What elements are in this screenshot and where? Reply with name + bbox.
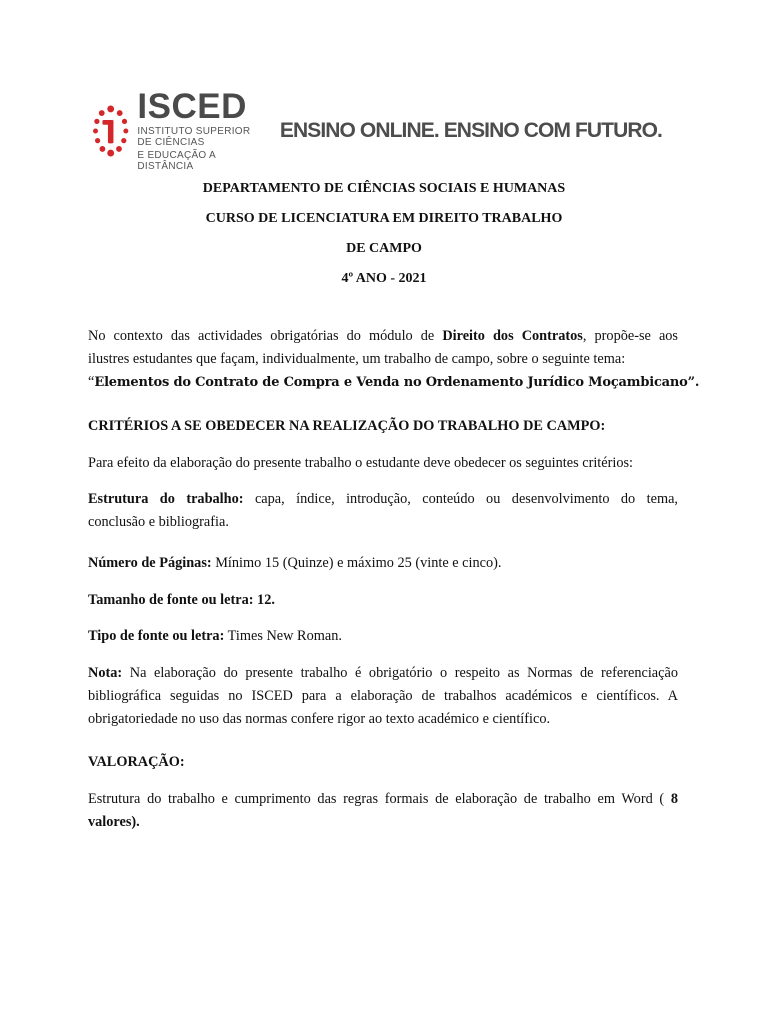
intro-line-2: ilustres estudantes que façam, individualmente, um trabalho de campo, sobre o seguinte tema: xyxy=(88,351,626,367)
font-size-item: Tamanho de fonte ou letra: 12. xyxy=(88,592,275,608)
logo-subtitle-1: INSTITUTO SUPERIOR DE CIÊNCIAS xyxy=(137,126,251,148)
module-name: Direito dos Contratos xyxy=(442,328,583,344)
font-type-item xyxy=(88,628,678,645)
note-line-3: obrigatoriedade no uso das normas confere rigor ao texto académico e científico. xyxy=(88,711,551,727)
note-line-2: bibliográfica seguidas no ISCED para a elaboração de trabalhos académicos e científicos. A xyxy=(88,688,678,704)
intro-paragraph xyxy=(88,328,700,391)
valuation-item xyxy=(88,791,678,831)
pages-item xyxy=(88,555,678,572)
structure-item xyxy=(88,491,678,531)
theme-title: Elementos do Contrato de Compra e Venda no Ordenamento Jurídico Moçambicano”. xyxy=(94,375,700,390)
logo-text xyxy=(137,87,263,172)
course-title: CURSO DE LICENCIATURA EM DIREITO TRABALHO xyxy=(205,211,563,226)
intro-line-1 xyxy=(88,328,678,345)
note-line-1 xyxy=(88,665,678,682)
structure-line-2: conclusão e bibliografia. xyxy=(88,514,229,530)
structure-label: Estrutura do trabalho: xyxy=(88,491,244,507)
note-text-1: Na elaboração do presente trabalho é obrigatório o respeito as Normas de referenciação xyxy=(122,665,678,681)
structure-text: capa, índice, introdução, conteúdo ou desenvolvimento do tema, xyxy=(243,491,678,507)
theme-line xyxy=(88,374,700,391)
header-banner xyxy=(86,87,662,172)
slogan: ENSINO ONLINE. ENSINO COM FUTURO. xyxy=(279,119,662,142)
pages-label: Número de Páginas: xyxy=(88,555,212,571)
logo-name: ISCED xyxy=(137,87,247,126)
year-title: 4º ANO - 2021 xyxy=(341,271,427,286)
valuation-heading: VALORAÇÃO: xyxy=(88,754,185,770)
department-title: DEPARTAMENTO DE CIÊNCIAS SOCIAIS E HUMANAS xyxy=(202,181,566,196)
intro-text: No contexto das actividades obrigatórias do módulo de xyxy=(88,328,443,344)
criteria-heading: CRITÉRIOS A SE OBEDECER NA REALIZAÇÃO DO TRABALHO DE CAMPO: xyxy=(88,418,606,434)
intro-text-end: , propõe-se aos xyxy=(582,328,678,344)
note-label: Nota: xyxy=(88,665,123,681)
work-type: DE CAMPO xyxy=(346,241,422,256)
theme-quote: “ xyxy=(88,374,95,390)
pages-text: Mínimo 15 (Quinze) e máximo 25 (vinte e cinco). xyxy=(211,555,502,571)
valuation-text: Estrutura do trabalho e cumprimento das regras formais de elaboração de trabalho em Word ( xyxy=(88,791,671,807)
isced-logo-icon xyxy=(90,91,131,171)
font-type-label: Tipo de fonte ou letra: xyxy=(88,628,225,644)
font-type-text: Times New Roman. xyxy=(224,628,342,644)
valuation-line-1 xyxy=(88,791,678,808)
logo-subtitle-2: E EDUCAÇÃO A DISTÂNCIA xyxy=(137,150,216,172)
note-item xyxy=(88,665,678,728)
criteria-intro: Para efeito da elaboração do presente trabalho o estudante deve obedecer os seguintes critérios: xyxy=(88,455,634,471)
structure-line-1 xyxy=(88,491,678,508)
valuation-points: 8 xyxy=(670,791,678,807)
valuation-line-2: valores). xyxy=(88,814,140,830)
